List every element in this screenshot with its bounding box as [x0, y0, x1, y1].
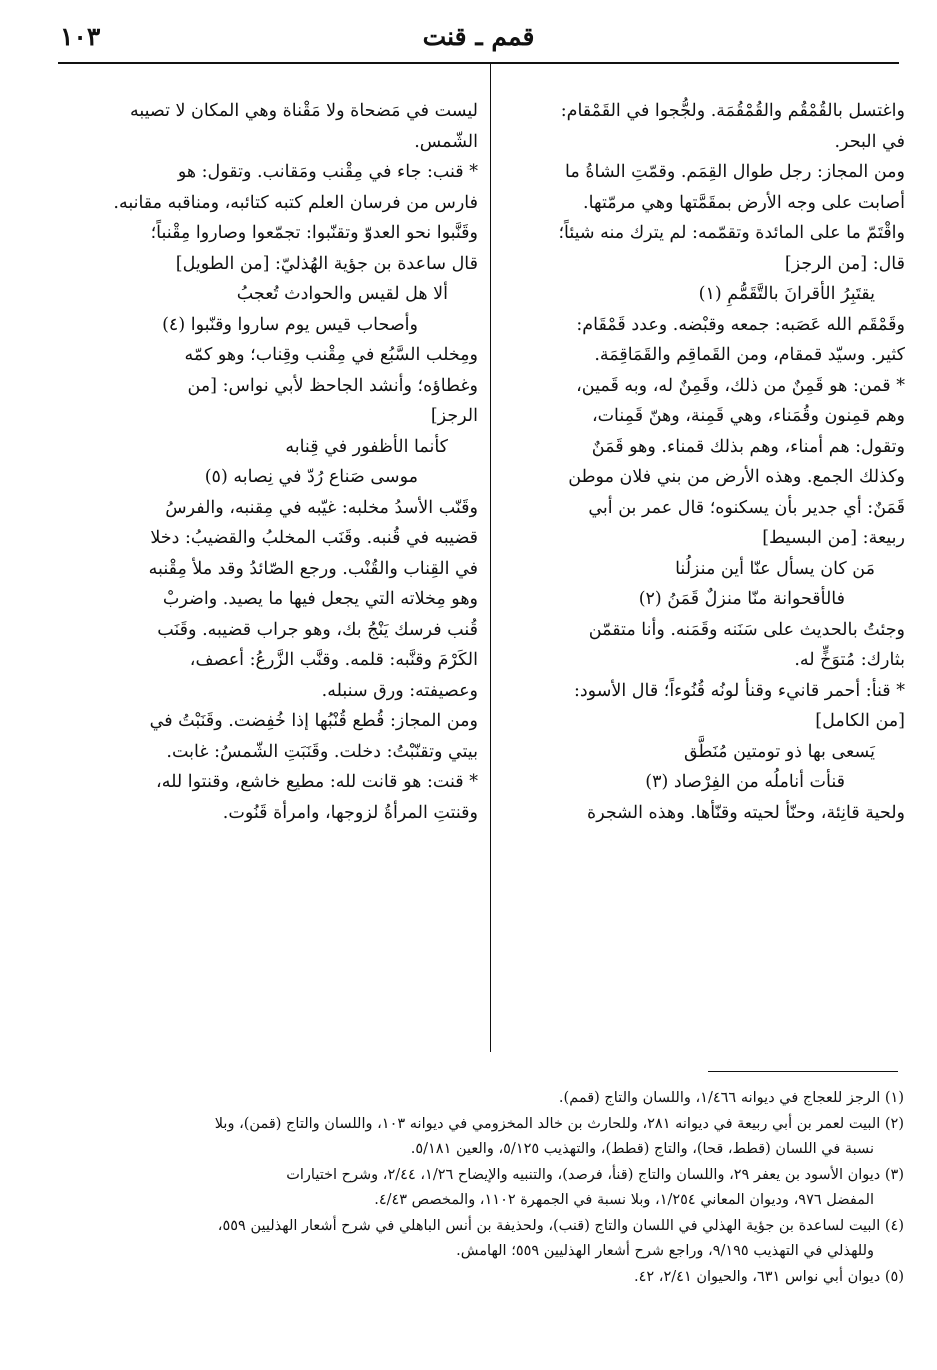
footnote-4-cont: وللهذلي في التهذيب ٩/١٩٥، وراجع شرح أشعار الهذليين ٥٥٩؛ الهامش. — [456, 1243, 874, 1259]
footnotes — [78, 1086, 904, 1290]
text-line: الرجز] — [430, 406, 478, 426]
footnote-1: (١) الرجز للعجاج في ديوانه ١/٤٦٦، واللسان والتاج (قمم). — [558, 1090, 904, 1106]
footnote-3-cont: المفضل ٩٧٦، وديوان المعاني ١/٢٥٤، وبلا نسبة في الجمهرة ١١٠٢، والمخصص ٤/٤٣. — [374, 1192, 874, 1208]
text-line: قُنب فرسك يَنْجُ بك، وهو جراب قضيبه. وقَنَب — [157, 619, 478, 640]
text-line: وجئتُ بالحديث على سَنَنه وقَمَنه. وأنا متقمّن — [588, 619, 905, 640]
left-column — [82, 96, 478, 1026]
verse-line: يقتَبِرُ الأقرانَ بالتَّقَمُّمِ (١) — [698, 284, 875, 304]
text-line: ليست في مَضحاة ولا مَقْناة وهي المكان لا تصيبه — [129, 101, 478, 121]
text-line: قَمَنٌ: أي جدير بأن يسكنوه؛ قال عمر بن أبي — [588, 497, 905, 518]
text-line: ولحية قانِئة، وحنّأ لحيته وقنّأها. وهذه الشجرة — [587, 802, 905, 823]
text-line: في البحر. — [834, 131, 905, 152]
text-line: وتقول: هم أمناء، وهم بذلك قمناء. وهو قَمَنٌ — [591, 436, 905, 457]
text-line: وقنتتِ المرأةُ لزوجها، وامرأة قَنُوت. — [222, 802, 478, 823]
entry-line: * قنب: جاء في مِقْنب ومَقانب. وتقول: هو — [177, 162, 478, 182]
text-line: فارس من فرسان العلم كتبه كتائبه، ومناقبه مقانبه. — [113, 192, 478, 213]
text-line: وقَنَّبوا نحو العدوّ وتقنّبوا: تجمّعوا وصاروا مِقْنباً؛ — [150, 223, 478, 243]
text-line: ومِخلب السَّبُع في مِقْنب وقِناب؛ وهو كمّه — [184, 345, 478, 365]
text-line: ومن المجاز: قُطع قُنْبُها إذا خُفِضت. وقَنَبْتُ في — [149, 711, 478, 731]
verse-line: موسى صَناع رُدّ في نِصابه (٥) — [204, 467, 418, 487]
column-divider — [490, 64, 491, 1052]
header-rule — [58, 62, 899, 64]
text-line: وعصيفته: ورق سنبله. — [321, 680, 478, 701]
text-line: الشّمس. — [414, 131, 478, 152]
text-line: قال ساعدة بن جؤية الهُذليّ: [من الطويل] — [175, 253, 478, 274]
text-line: بثارك: مُتوَخٍّ له. — [794, 650, 905, 670]
verse-line: مَن كان يسأل عنّا أين منزلُنا — [675, 558, 875, 579]
text-line: [من الكامل] — [815, 711, 905, 731]
footnote-4: (٤) البيت لساعدة بن جؤية الهذلي في اللسان والتاج (قنب)، ولحذيفة بن أنس الباهلي في شرح أشعار الهذليين ٥٥٩، — [217, 1217, 904, 1234]
entry-line: * قنت: هو قانت لله: مطيع خاشع، وقنتوا لله، — [156, 772, 478, 792]
verse-line: ألا هل لقيس والحوادث تُعجبُ — [236, 284, 448, 304]
text-line: وهم قمِنون وقُمَناء، وهي قَمِنة، وهنّ قَمِنات، — [591, 406, 905, 426]
text-line: الكَرْمَ وقنَّبه: قلمه. وقنَّب الزَّرعُ: أعصف، — [189, 650, 478, 670]
footnote-rule — [708, 1071, 898, 1072]
footnote-5: (٥) ديوان أبي نواس ٦٣١، والحيوان ٢/٤١، ٤٢. — [634, 1268, 904, 1285]
footnote-3: (٣) ديوان الأسود بن يعفر ٢٩، واللسان والتاج (قنأ، فرصد)، والتنبيه والإيضاح ١/٢٦، ٢/٤٤، وشرح اختيارات — [286, 1166, 904, 1183]
text-line: كثير. وسيّد قمقام، ومن القَماقِم والقَمَاقِمَة. — [594, 345, 905, 365]
text-line: وهو مِخلاته التي يجعل فيها ما يصيد. واضربْ — [162, 589, 478, 609]
footnote-2: (٢) البيت لعمر بن أبي ربيعة في ديوانه ٢٨١، وللحارث بن خالد المخزومي في ديوانه ١٠٣، واللسان والتاج (قمن)، وبلا — [214, 1115, 904, 1132]
text-line: بيتي وتقنّبْتُ: دخلت. وقَنَبَتِ الشّمسُ: غابت. — [166, 741, 478, 762]
text-line: قضيبه في قُنبه. وقَنَب المخلبُ والقضيبُ: دخلا — [150, 528, 478, 548]
entry-line: * قمن: هو قَمِنٌ من ذلك، وقَمِنٌ له، وبه قَمين، — [576, 375, 905, 396]
page-title: قمم ـ قنت — [422, 22, 535, 51]
text-line: ربيعة: [من البسيط] — [762, 528, 905, 548]
verse-line: فالأقحوانة منّا منزلٌ قَمَنُ (٢) — [638, 589, 845, 609]
text-line: واغتسل بالقُمْقُم والقُمْقُمَة. ولجُّجوا في القَمْقام: — [560, 101, 905, 121]
footnote-2-cont: نسبة في اللسان (قطط، قحا)، والتاج (قطط)، والتهذيب ٥/١٢٥، والعين ٥/١٨١. — [410, 1141, 874, 1157]
text-line: في القِناب والقُنْب. ورجع الصّائدُ وقد ملأ مِقْنبه — [148, 558, 478, 579]
verse-line: وأصحاب قيس يوم ساروا وقنّبوا (٤) — [162, 314, 418, 335]
right-column — [503, 96, 905, 1026]
page-header — [60, 18, 897, 58]
text-line: وقَمْقَم الله عَصَبه: جمعه وقبْضه. وعدد قَمْقَام: — [576, 314, 905, 335]
text-line: وكذلك الجمع. وهذه الأرض من بني فلان موطن — [568, 467, 905, 487]
verse-line: كأنما الأظفور في قِنابه — [285, 436, 448, 457]
text-line: واقْتَمّ ما على المائدة وتقمّمه: لم يترك منه شيئاً؛ — [558, 223, 905, 243]
verse-line: قنأت أناملُه من الفِرْصاد (٣) — [645, 772, 845, 792]
entry-line: * قنأ: أحمر قانيء وقنأ لونُه قُنُوءاً؛ قال الأسود: — [573, 680, 905, 701]
text-line: ومن المجاز: رجل طوال القِمَم. وقمّتِ الشاةُ ما — [565, 162, 905, 182]
text-line: أصابت على وجه الأرض بمقَمَّتها وهي مرمّتها. — [583, 192, 905, 213]
page-number: ١٠٣ — [60, 22, 101, 51]
text-line: وغطاؤه؛ وأنشد الجاحظ لأبي نواس: [من — [187, 375, 478, 396]
text-line: وقَنّب الأسدُ مخلبه: غيّبه في مِقنبه، والفرسُ — [165, 497, 478, 518]
verse-line: يَسعى بها ذو تومتين مُنَطَّق — [683, 741, 875, 762]
text-line: قال: [من الرجز] — [784, 253, 905, 274]
